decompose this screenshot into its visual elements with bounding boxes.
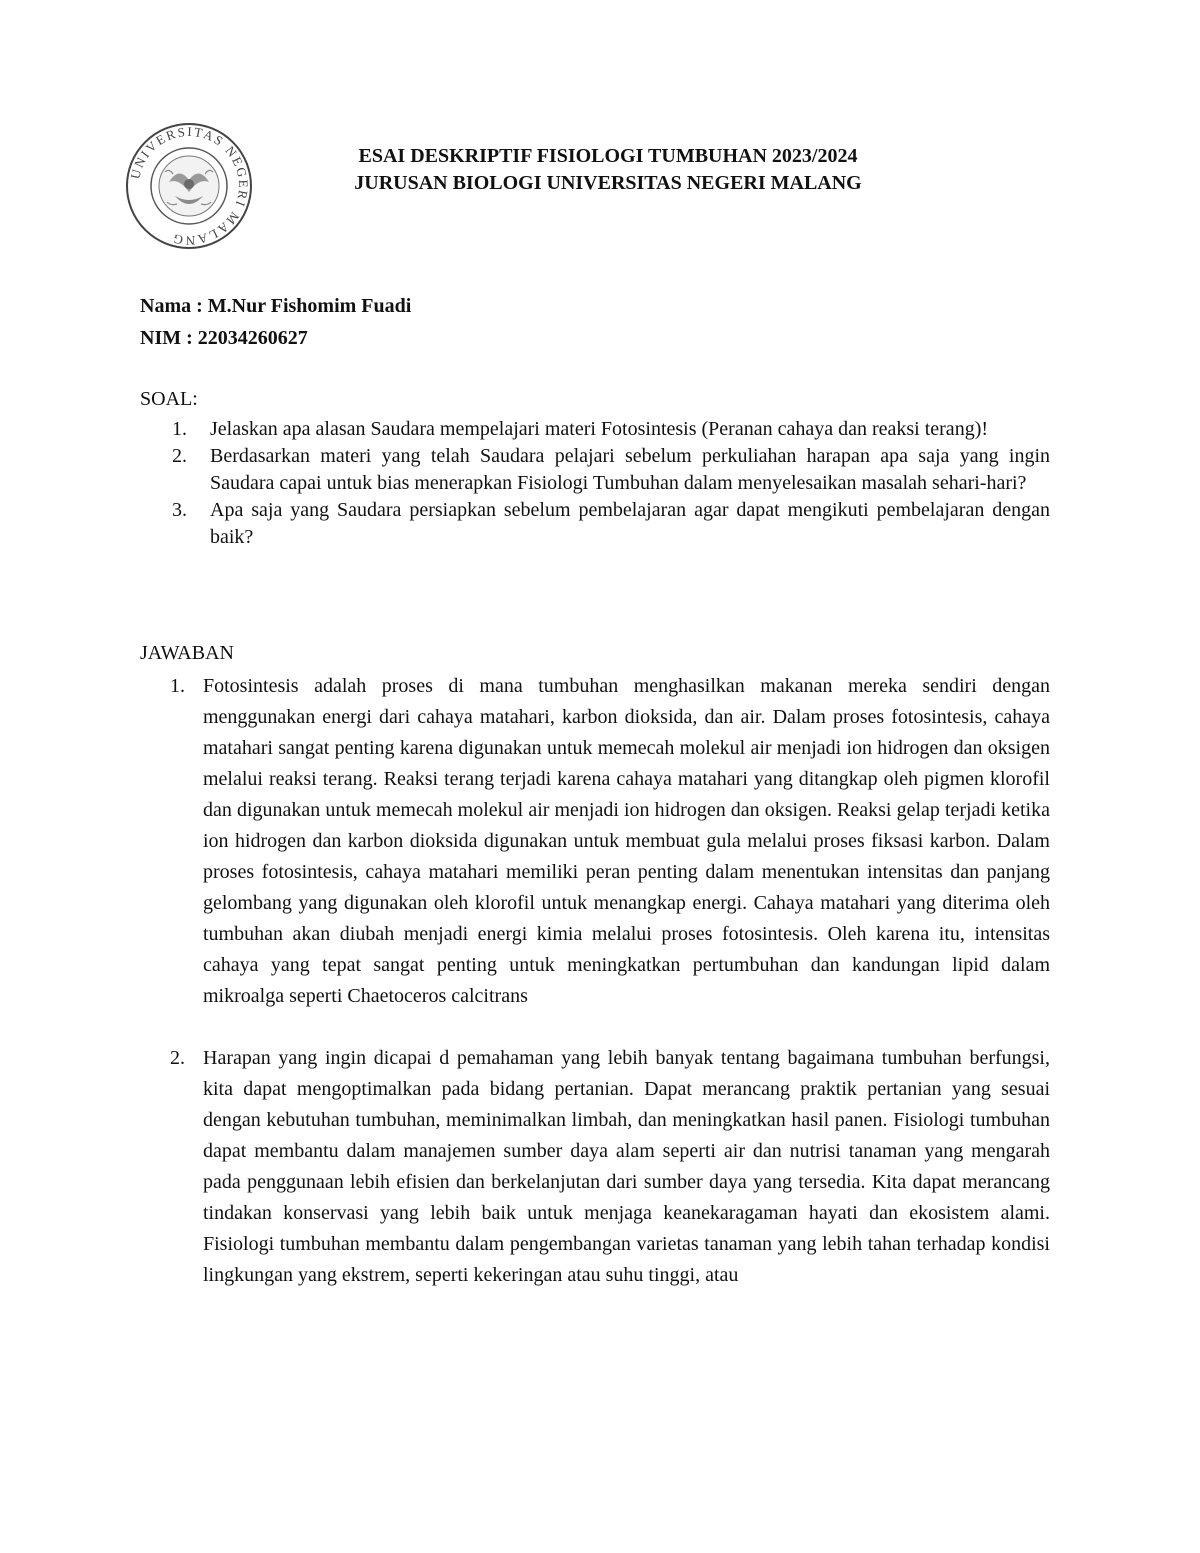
question-item — [140, 416, 1050, 443]
university-seal-graphic — [125, 122, 253, 250]
question-number: 2. — [172, 445, 187, 467]
answers-list — [140, 671, 1050, 1291]
question-item — [140, 497, 1050, 551]
header-title: ESAI DESKRIPTIF FISIOLOGI TUMBUHAN 2023/2024 — [358, 145, 858, 167]
answer-spacer — [140, 1012, 1050, 1043]
document-header — [258, 143, 958, 197]
student-nim: NIM : 22034260627 — [140, 327, 308, 349]
answer-text: Harapan yang ingin dicapai d pemahaman yang lebih banyak tentang bagaimana tumbuhan berfungsi, kita dapat mengoptimalkan pada bidang pertanian. Dapat merancang praktik pertanian yang sesuai dengan kebutuhan tumbuhan, meminimalkan limbah, dan meningkatkan hasil panen. Fisiologi tumbuhan dapat membantu dalam manajemen sumber daya alam seperti air dan nutrisi tanaman yang mengarah pada penggunaan lebih efisien dan berkelanjutan dari sumber daya yang tersedia. Kita dapat merancang tindakan konservasi yang lebih baik untuk menjaga keanekaragaman hayati dan ekosistem alami. Fisiologi tumbuhan membantu dalam pengembangan varietas tanaman yang lebih tahan terhadap kondisi lingkungan yang ekstrem, seperti kekeringan atau suhu tinggi, atau — [203, 1047, 1050, 1286]
question-text: Apa saja yang Saudara persiapkan sebelum pembelajaran agar dapat mengikuti pembelajaran dengan baik? — [210, 499, 1050, 548]
questions-list — [140, 416, 1050, 551]
svg-text:UNIVERSITAS NEGERI MALANG: UNIVERSITAS NEGERI MALANG — [127, 123, 252, 249]
student-name: Nama : M.Nur Fishomim Fuadi — [140, 295, 412, 317]
answer-item — [140, 1043, 1050, 1291]
answer-text: Fotosintesis adalah proses di mana tumbuhan menghasilkan makanan mereka sendiri dengan menggunakan energi dari cahaya matahari, karbon dioksida, dan air. Dalam proses fotosintesis, cahaya matahari sangat penting karena digunakan untuk memecah molekul air menjadi ion hidrogen dan oksigen melalui reaksi terang. Reaksi terang terjadi karena cahaya matahari yang ditangkap oleh pigmen klorofil dan digunakan untuk memecah molekul air menjadi ion hidrogen dan oksigen. Reaksi gelap terjadi ketika ion hidrogen dan karbon dioksida digunakan untuk membuat gula melalui proses fiksasi karbon. Dalam proses fotosintesis, cahaya matahari memiliki peran penting dalam menentukan intensitas dan panjang gelombang yang digunakan oleh klorofil untuk menangkap energi. Cahaya matahari yang diterima oleh tumbuhan akan diubah menjadi energi kimia melalui proses fotosintesis. Oleh karena itu, intensitas cahaya yang tepat sangat penting untuk meningkatkan pertumbuhan dan kandungan lipid dalam mikroalga seperti Chaetoceros calcitrans — [203, 675, 1050, 1007]
question-text: Berdasarkan materi yang telah Saudara pelajari sebelum perkuliahan harapan apa saja yang ingin Saudara capai untuk bias menerapkan Fisiologi Tumbuhan dalam menyelesaikan masalah sehari-hari? — [210, 445, 1050, 494]
questions-heading: SOAL: — [140, 388, 198, 410]
header-subtitle: JURUSAN BIOLOGI UNIVERSITAS NEGERI MALANG — [354, 172, 862, 194]
answer-item — [140, 671, 1050, 1012]
question-text: Jelaskan apa alasan Saudara mempelajari materi Fotosintesis (Peranan cahaya dan reaksi terang)! — [210, 418, 989, 440]
student-identity — [140, 290, 411, 354]
question-number: 3. — [172, 499, 187, 521]
university-seal-icon — [125, 122, 253, 250]
answers-heading: JAWABAN — [140, 642, 234, 664]
answer-number: 2. — [170, 1047, 185, 1069]
question-number: 1. — [172, 418, 187, 440]
answer-number: 1. — [170, 675, 185, 697]
question-item — [140, 443, 1050, 497]
